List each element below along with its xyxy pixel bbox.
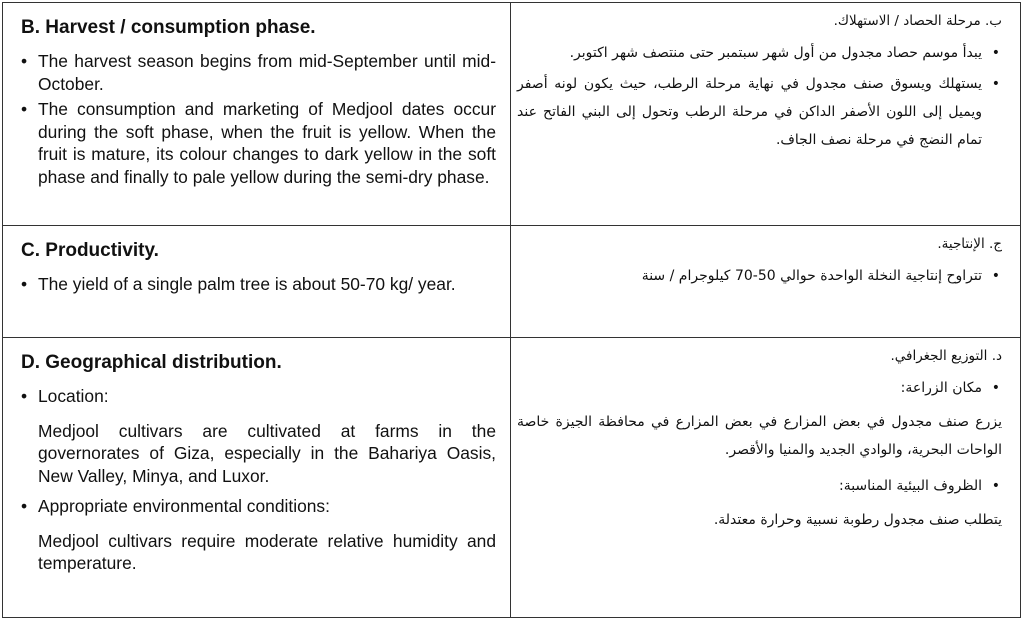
list-item: • تتراوح إنتاجية النخلة الواحدة حوالي 50-70 كيلوجرام / سنة <box>517 262 1002 290</box>
env-text-ar: يتطلب صنف مجدول رطوبة نسبية وحرارة معتدلة. <box>713 512 1002 528</box>
table-row-harvest <box>3 3 1021 226</box>
list-harvest-en <box>21 50 496 188</box>
list-item: • يبدأ موسم حصاد مجدول من أول شهر سبتمبر حتى منتصف شهر اكتوبر. <box>517 39 1002 67</box>
list-geography-ar <box>517 374 1002 402</box>
list-item: • يستهلك ويسوق صنف مجدول في نهاية مرحلة الرطب، حيث يكون لونه أصفر ويميل إلى اللون الأصفر الداكن في مرحلة الرطب وتحول إلى البني الفاتح عند تمام النضج في مرحلة نصف الجاف. <box>517 70 1002 154</box>
heading-harvest-en: B. Harvest / consumption phase. <box>21 17 316 38</box>
location-text-ar: يزرع صنف مجدول في بعض المزارع في بعض المزارع في محافظة الجيزة خاصة الواحات البحرية، والوادي الجديد والمنيا والأقصر. <box>517 414 1002 458</box>
list-item: • The consumption and marketing of Medjool dates occur during the soft phase, when the fruit is yellow. When the fruit is mature, its colour changes to dark yellow in the soft phase and finally to pale yellow during the semi-dry phase. <box>21 98 496 188</box>
heading-productivity-en: C. Productivity. <box>21 240 159 261</box>
table-row-productivity <box>3 226 1021 338</box>
heading-productivity-ar: ج. الإنتاجية. <box>937 236 1002 252</box>
cell-productivity-ar <box>511 226 1021 338</box>
list-geography-en <box>21 385 496 575</box>
heading-harvest-ar: ب. مرحلة الحصاد / الاستهلاك. <box>833 13 1002 29</box>
cell-harvest-en <box>3 3 511 226</box>
env-text-en: Medjool cultivars require moderate relative humidity and temperature. <box>38 530 496 573</box>
location-text-en: Medjool cultivars are cultivated at farms in the governorates of Giza, especially in the Bahariya Oasis, New Valley, Minya, and Luxor. <box>38 420 496 486</box>
list-geography-ar-2 <box>517 472 1002 500</box>
cell-geography-ar <box>511 338 1021 618</box>
list-productivity-ar <box>517 262 1002 290</box>
heading-geography-ar: د. التوزيع الجغرافي. <box>890 348 1002 364</box>
cell-geography-en <box>3 338 511 618</box>
list-productivity-en <box>21 273 496 296</box>
cell-productivity-en <box>3 226 511 338</box>
list-item-env-label: • الظروف البيئية المناسبة: <box>517 472 1002 500</box>
heading-geography-en: D. Geographical distribution. <box>21 352 282 373</box>
list-harvest-ar <box>517 39 1002 154</box>
table-row-geography <box>3 338 1021 618</box>
list-item-env-label: • Appropriate environmental conditions: Medjool cultivars require moderate relative humidity and temperature. <box>21 495 496 575</box>
list-item-location-label: • Location: Medjool cultivars are cultivated at farms in the governorates of Giza, especially in the Bahariya Oasis, New Valley, Minya, and Luxor. <box>21 385 496 487</box>
list-item: • The harvest season begins from mid-September until mid-October. <box>21 50 496 95</box>
bilingual-table <box>2 2 1021 618</box>
list-item-location-label: • مكان الزراعة: <box>517 374 1002 402</box>
cell-harvest-ar <box>511 3 1021 226</box>
list-item: • The yield of a single palm tree is about 50-70 kg/ year. <box>21 273 496 296</box>
